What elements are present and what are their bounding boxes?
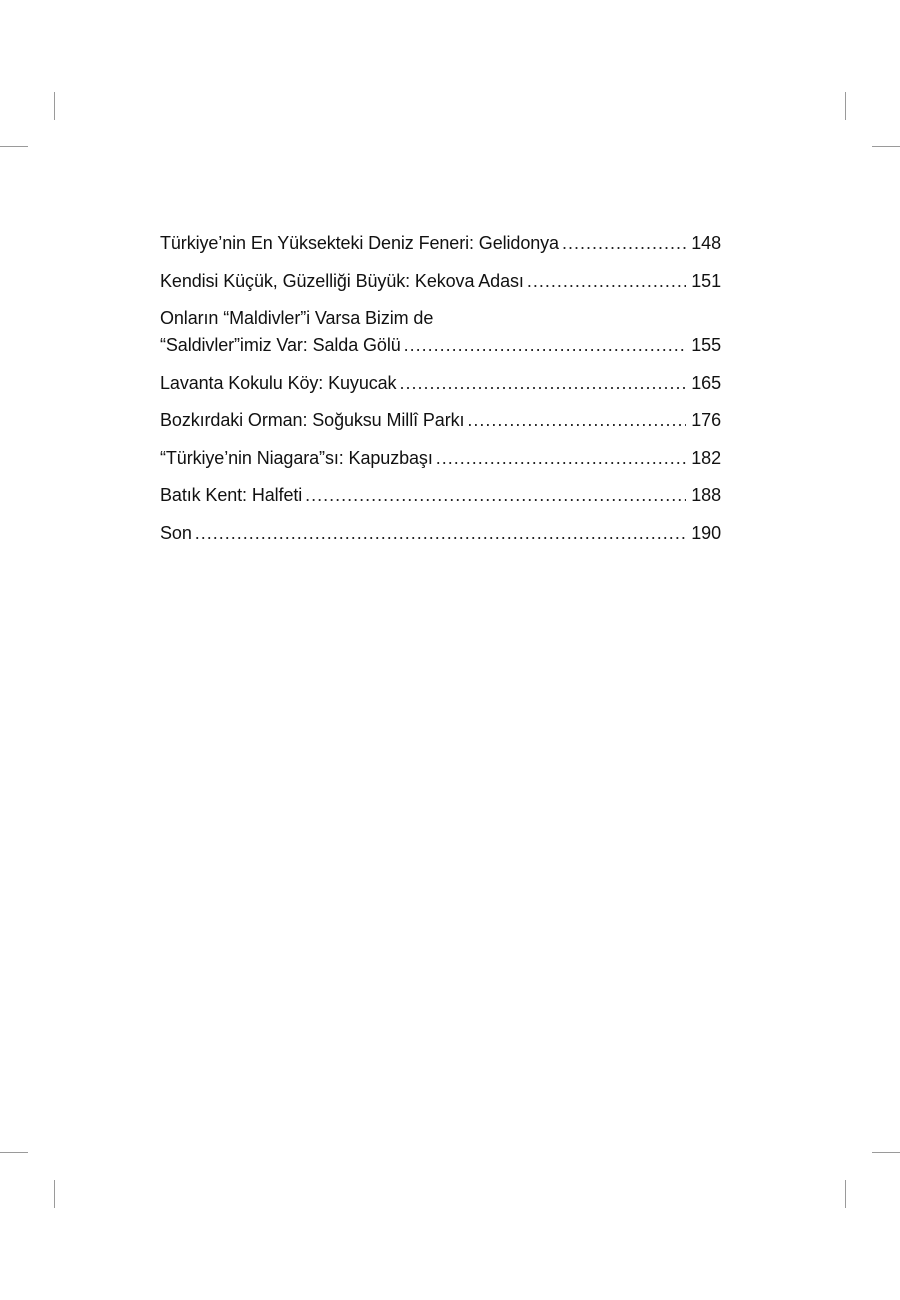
crop-mark-bottom-left-horizontal	[0, 1152, 28, 1153]
crop-mark-bottom-left-vertical	[54, 1180, 55, 1208]
toc-entry-page: 148	[691, 233, 721, 253]
crop-mark-top-right-vertical	[845, 92, 846, 120]
toc-entry	[160, 482, 721, 509]
toc-dot-leader	[562, 230, 686, 257]
toc-entry-title: Son	[160, 522, 192, 543]
toc-entry-page: 182	[691, 447, 721, 468]
toc-entry	[160, 370, 721, 397]
toc-entry-title: “Türkiye’nin Niagara”sı: Kapuzbaşı	[160, 447, 433, 468]
toc-entry-title: “Saldivler”imiz Var: Salda Gölü	[160, 335, 401, 355]
toc-entry-page: 151	[691, 270, 721, 291]
toc-entry	[160, 520, 721, 547]
crop-mark-bottom-right-vertical	[845, 1180, 846, 1208]
toc-entry-title: Lavanta Kokulu Köy: Kuyucak	[160, 372, 397, 393]
table-of-contents	[160, 230, 721, 557]
toc-entry	[160, 268, 721, 295]
crop-mark-top-left-vertical	[54, 92, 55, 120]
toc-entry-title: Batık Kent: Halfeti	[160, 485, 303, 505]
toc-dot-leader	[436, 445, 686, 472]
crop-mark-top-left-horizontal	[0, 146, 28, 147]
toc-entry-page: 155	[691, 335, 721, 355]
toc-entry-page: 188	[691, 485, 721, 505]
toc-entry	[160, 305, 721, 359]
toc-entry-page: 176	[691, 410, 721, 430]
toc-dot-leader	[195, 520, 686, 547]
toc-entry-page: 190	[691, 522, 721, 543]
crop-mark-bottom-right-horizontal	[872, 1152, 900, 1153]
toc-entry	[160, 230, 721, 257]
toc-entry	[160, 407, 721, 434]
toc-entry	[160, 445, 721, 472]
toc-entry-page: 165	[691, 372, 721, 393]
toc-dot-leader	[404, 332, 686, 359]
toc-entry-title: Bozkırdaki Orman: Soğuksu Millî Parkı	[160, 410, 465, 430]
toc-entry-title-line1: Onların “Maldivler”i Varsa Bizim de	[160, 308, 434, 328]
toc-entry-title: Türkiye’nin En Yüksekteki Deniz Feneri: Gelidonya	[160, 233, 559, 253]
crop-mark-top-right-horizontal	[872, 146, 900, 147]
toc-dot-leader	[305, 482, 686, 509]
toc-dot-leader	[467, 407, 686, 434]
toc-dot-leader	[399, 370, 686, 397]
toc-dot-leader	[527, 268, 686, 295]
toc-entry-title: Kendisi Küçük, Güzelliği Büyük: Kekova Adası	[160, 270, 524, 291]
